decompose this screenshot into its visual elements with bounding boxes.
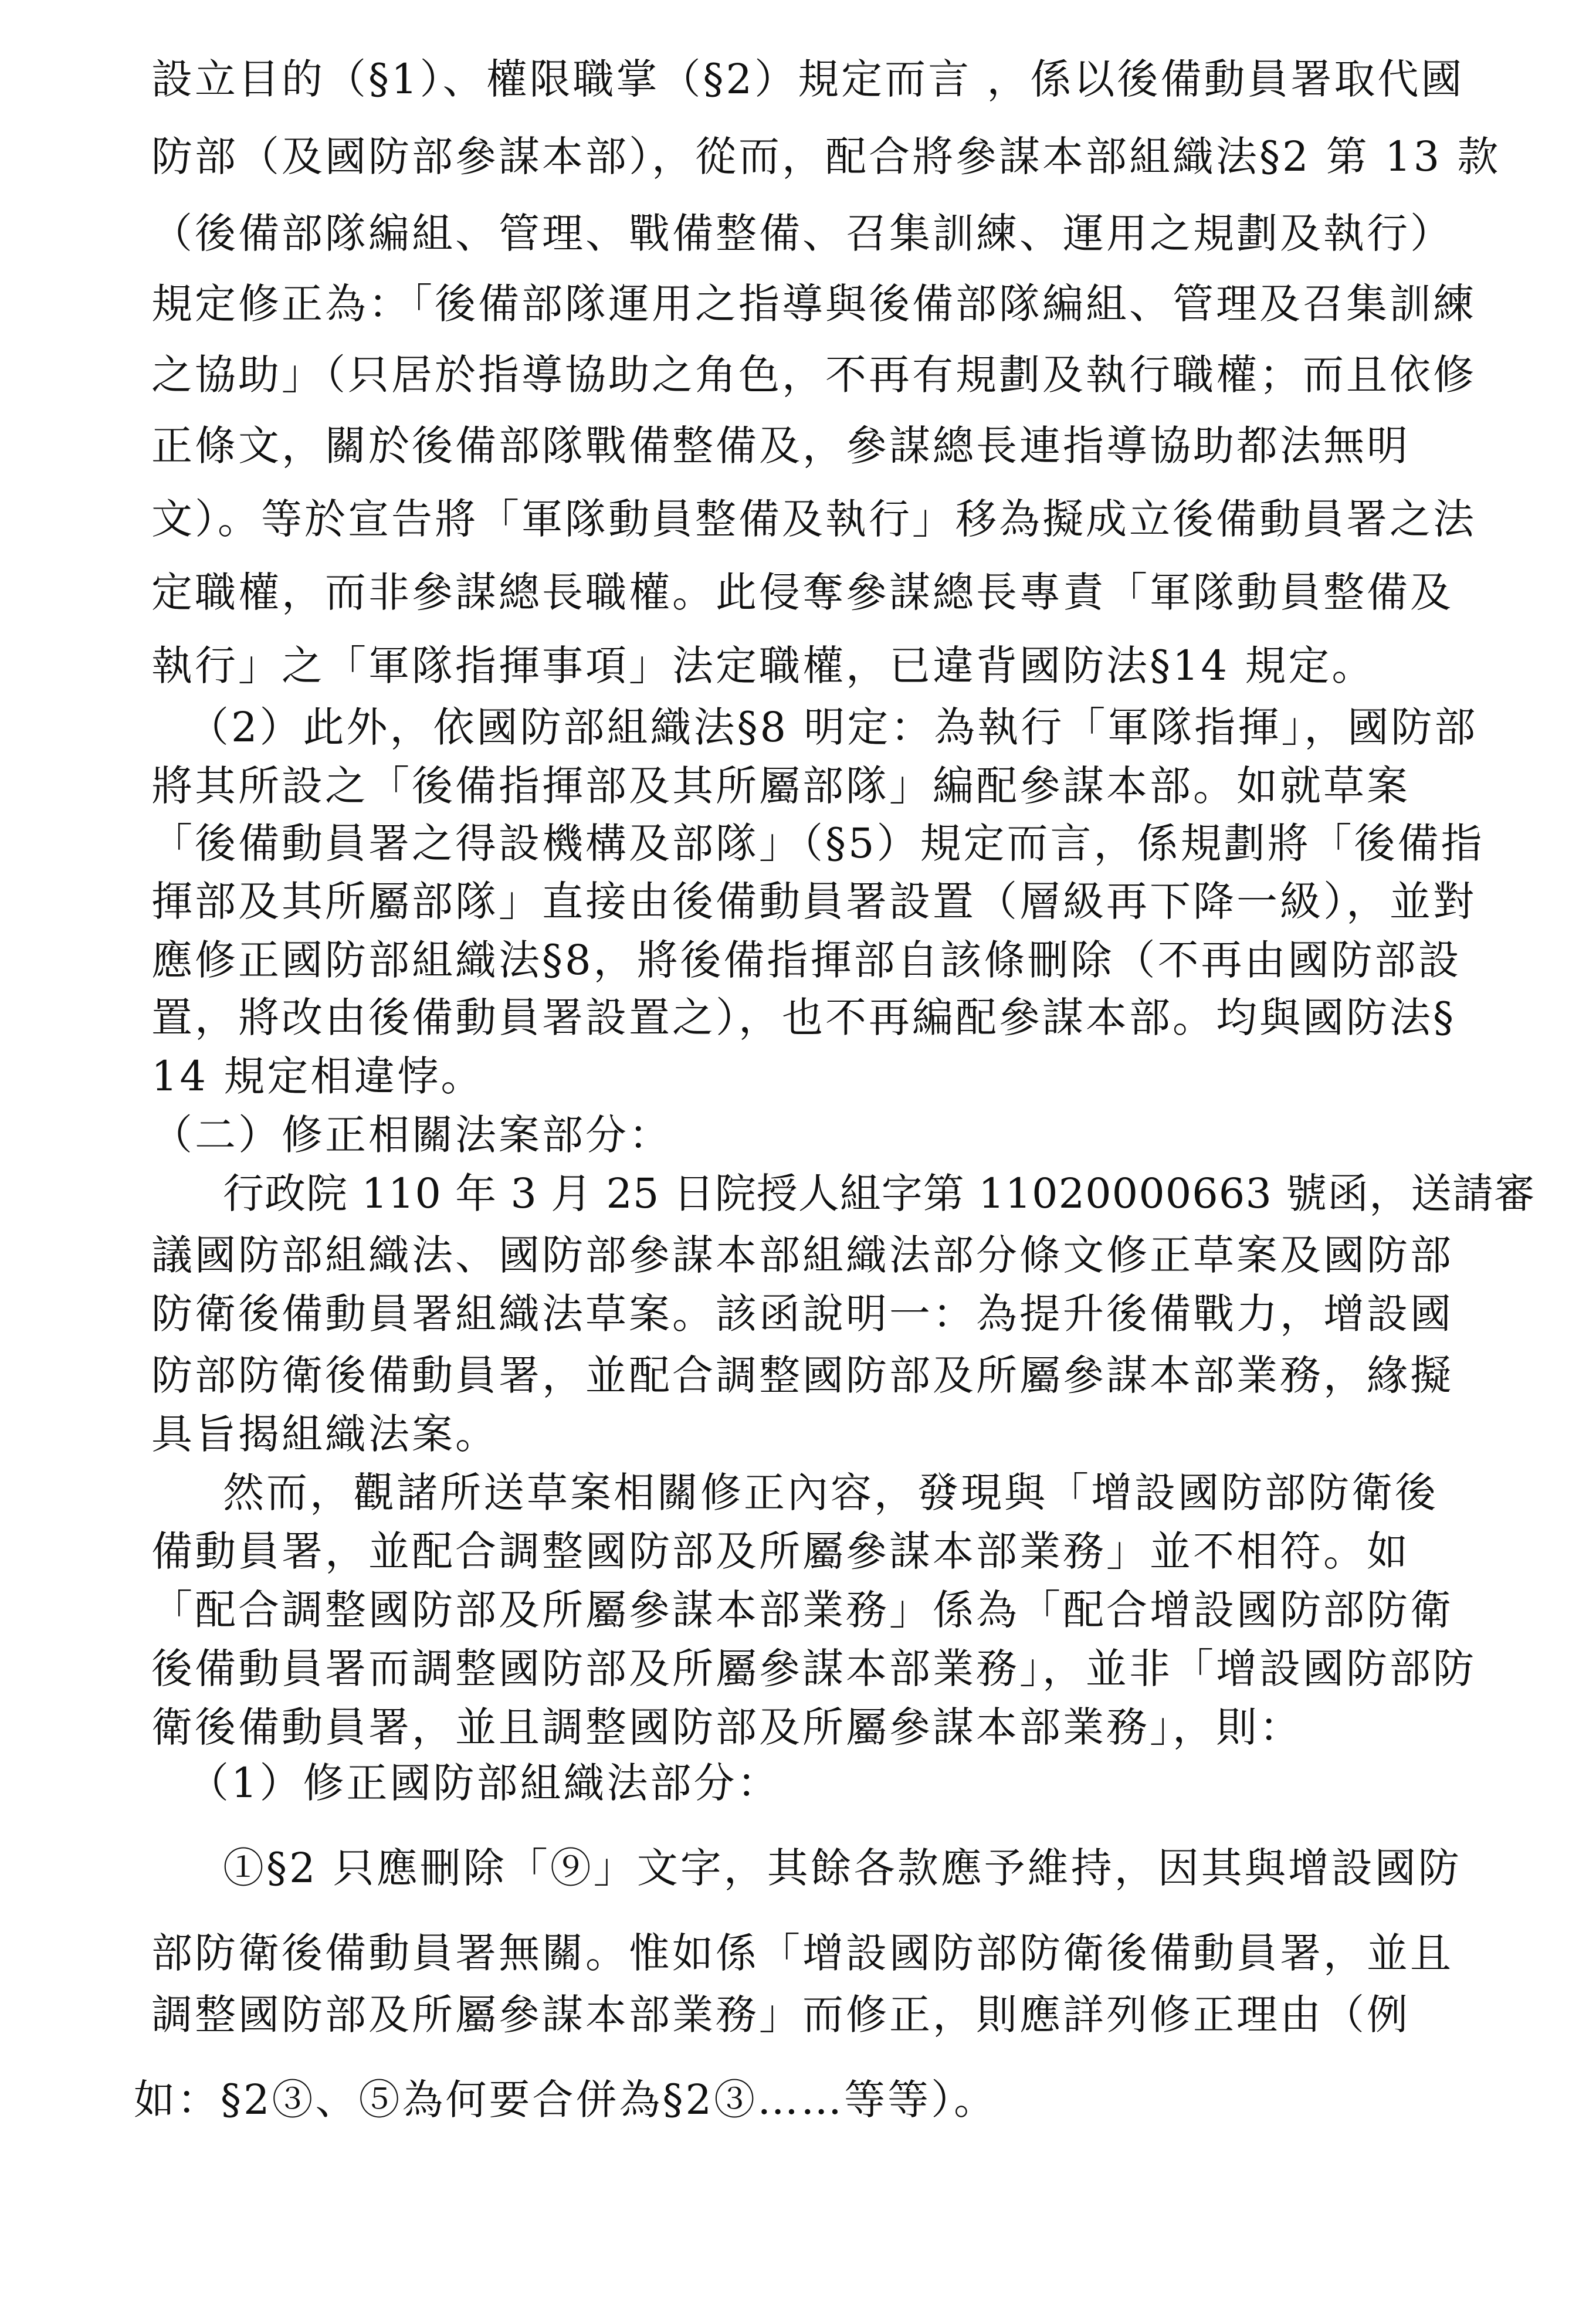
text-line: 然而，觀諸所送草案相關修正內容，發現與「增設國防部防衛後 xyxy=(223,1469,1438,1517)
text-line: 防衛後備動員署組織法草案。該函說明一：為提升後備戰力，增設國 xyxy=(151,1290,1453,1338)
text-line: 正條文，關於後備部隊戰備整備及，參謀總長連指導協助都法無明 xyxy=(151,422,1410,470)
text-line: 執行」之「軍隊指揮事項」法定職權，已違背國防法§14 規定。 xyxy=(151,642,1375,690)
text-line: 議國防部組織法、國防部參謀本部組織法部分條文修正草案及國防部 xyxy=(151,1231,1453,1279)
text-line: 衛後備動員署，並且調整國防部及所屬參謀本部業務」，則： xyxy=(151,1703,1303,1751)
text-line: 「配合調整國防部及所屬參謀本部業務」係為「配合增設國防部防衛 xyxy=(151,1586,1453,1634)
text-line: 將其所設之「後備指揮部及其所屬部隊」編配參謀本部。如就草案 xyxy=(151,762,1410,810)
text-line: 置，將改由後備動員署設置之），也不再編配參謀本部。均與國防法§ xyxy=(151,994,1456,1042)
text-line: 備動員署，並配合調整國防部及所屬參謀本部業務」並不相符。如 xyxy=(151,1527,1410,1575)
text-line: 後備動員署而調整國防部及所屬參謀本部業務」，並非「增設國防部防 xyxy=(151,1645,1476,1693)
text-line: （後備部隊編組、管理、戰備整備、召集訓練、運用之規劃及執行） xyxy=(151,209,1453,257)
text-line: 文）。等於宣告將「軍隊動員整備及執行」移為擬成立後備動員署之法 xyxy=(151,495,1476,543)
text-line: 揮部及其所屬部隊」直接由後備動員署設置（層級再下降一級），並對 xyxy=(151,877,1476,926)
text-line: 調整國防部及所屬參謀本部業務」而修正，則應詳列修正理由（例 xyxy=(151,1991,1410,2039)
text-line: 規定修正為：「後備部隊運用之指導與後備部隊編組、管理及召集訓練 xyxy=(151,280,1476,328)
text-line: 之協助」（只居於指導協助之角色，不再有規劃及執行職權；而且依修 xyxy=(151,351,1476,399)
subsection-heading: （1）修正國防部組織法部分： xyxy=(188,1759,781,1807)
text-line: 如：§2③、⑤為何要合併為§2③……等等）。 xyxy=(134,2076,998,2124)
text-line: 14 規定相違悖。 xyxy=(151,1052,484,1100)
text-line: 行政院 110 年 3 月 25 日院授人組字第 11020000663 號函，送請審 xyxy=(223,1170,1536,1218)
text-line: 防部防衛後備動員署，並配合調整國防部及所屬參謀本部業務，緣擬 xyxy=(151,1351,1453,1399)
text-line: 設立目的（§1）、權限職掌（§2）規定而言 ，係以後備動員署取代國 xyxy=(151,55,1465,103)
text-line: 防部（及國防部參謀本部），從而，配合將參謀本部組織法§2 第 13 款 xyxy=(151,133,1501,181)
text-line: （2）此外，依國防部組織法§8 明定：為執行「軍隊指揮」，國防部 xyxy=(188,703,1478,751)
section-heading: （二）修正相關法案部分： xyxy=(151,1111,672,1159)
text-line: 部防衛後備動員署無關。惟如係「增設國防部防衛後備動員署，並且 xyxy=(151,1929,1453,1977)
text-line: 定職權，而非參謀總長職權。此侵奪參謀總長專責「軍隊動員整備及 xyxy=(151,568,1453,616)
text-line: 具旨揭組織法案。 xyxy=(151,1410,499,1458)
text-line: 應修正國防部組織法§8，將後備指揮部自該條刪除（不再由國防部設 xyxy=(151,936,1462,984)
text-line: ①§2 只應刪除「⑨」文字，其餘各款應予維持，因其與增設國防 xyxy=(223,1844,1462,1892)
text-line: 「後備動員署之得設機構及部隊」（§5）規定而言，係規劃將「後備指 xyxy=(151,819,1485,867)
